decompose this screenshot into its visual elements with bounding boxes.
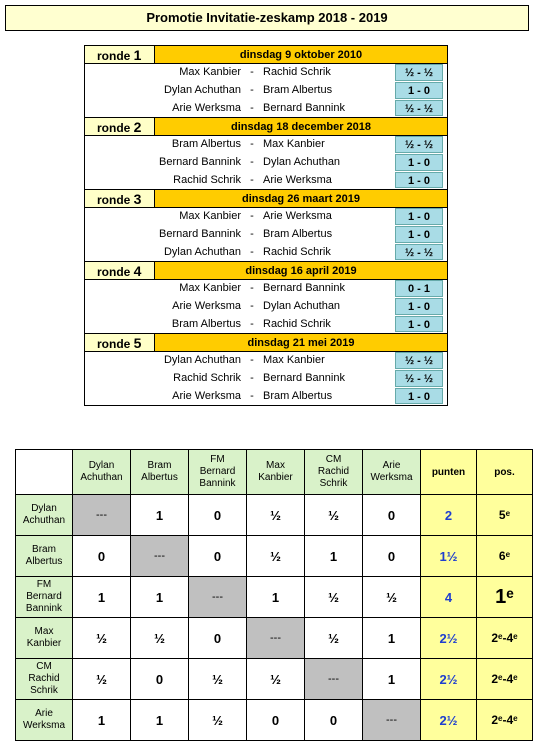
crosstable — [15, 449, 533, 741]
game-result: 1 - 0 — [395, 154, 443, 171]
name-line: Rachid — [28, 673, 60, 684]
score-cell: 0 — [189, 495, 247, 536]
game-row — [84, 207, 448, 226]
round-date: dinsdag 9 oktober 2010 — [155, 46, 447, 63]
header-line: Dylan — [88, 460, 115, 471]
row-player-name — [16, 700, 73, 741]
score-cell: 0 — [131, 659, 189, 700]
game-result: 1 - 0 — [395, 82, 443, 99]
row-player-name — [16, 577, 73, 618]
white-player: Rachid Schrik — [173, 174, 241, 186]
game-result: ½ - ½ — [395, 64, 443, 81]
white-player: Dylan Achuthan — [163, 354, 241, 366]
round-header — [84, 45, 448, 64]
row-player-name — [16, 618, 73, 659]
round-label — [85, 262, 155, 279]
position-header: pos. — [477, 450, 533, 495]
score-cell: ½ — [247, 536, 305, 577]
game-row — [84, 99, 448, 118]
score-cell: 0 — [189, 536, 247, 577]
white-player: Arie Werksma — [172, 300, 241, 312]
round-number: 3 — [133, 191, 142, 207]
name-line: Albertus — [25, 556, 63, 567]
name-line: Bannink — [25, 603, 63, 614]
column-header — [189, 450, 247, 495]
column-header — [305, 450, 363, 495]
header-line: Max — [266, 460, 285, 471]
score-cell: ½ — [247, 495, 305, 536]
dash-separator: - — [250, 390, 254, 402]
score-cell: 1 — [131, 577, 189, 618]
self-cell: --- — [363, 700, 421, 741]
dash-separator: - — [250, 66, 254, 78]
dash-separator: - — [250, 372, 254, 384]
round-label — [85, 334, 155, 351]
round-header — [84, 117, 448, 136]
game-result: 1 - 0 — [395, 388, 443, 404]
round-label-text: ronde — [97, 121, 134, 135]
name-line: Arie — [35, 708, 53, 719]
name-line: Dylan — [31, 503, 57, 514]
black-player: Rachid Schrik — [263, 246, 331, 258]
score-cell: ½ — [305, 577, 363, 618]
header-line: Achuthan — [80, 472, 123, 483]
name-line: Max — [34, 626, 54, 637]
round-header — [84, 333, 448, 352]
score-cell: 1 — [305, 536, 363, 577]
white-player: Bernard Bannink — [159, 156, 241, 168]
game-result: 1 - 0 — [395, 316, 443, 332]
game-result: 0 - 1 — [395, 280, 443, 297]
round-label — [85, 118, 155, 135]
position: 1ᵉ — [477, 577, 533, 618]
score-cell: 1 — [73, 700, 131, 741]
total-points: 2½ — [421, 618, 477, 659]
game-result: ½ - ½ — [395, 370, 443, 387]
round-number: 2 — [133, 119, 142, 135]
game-row — [84, 297, 448, 316]
self-cell: --- — [247, 618, 305, 659]
game-row — [84, 135, 448, 154]
self-cell: --- — [305, 659, 363, 700]
game-result: 1 - 0 — [395, 298, 443, 315]
score-cell: ½ — [305, 618, 363, 659]
score-cell: ½ — [363, 577, 421, 618]
black-player: Bram Albertus — [263, 228, 333, 240]
black-player: Bernard Bannink — [263, 102, 345, 114]
white-player: Dylan Achuthan — [163, 246, 241, 258]
round-number: 4 — [133, 263, 142, 279]
name-line: Kanbier — [26, 638, 62, 649]
score-cell: ½ — [73, 618, 131, 659]
self-cell: --- — [131, 536, 189, 577]
game-row — [84, 243, 448, 262]
game-result: 1 - 0 — [395, 208, 443, 225]
dash-separator: - — [250, 174, 254, 186]
round-header — [84, 261, 448, 280]
column-header — [363, 450, 421, 495]
white-player: Dylan Achuthan — [163, 84, 241, 96]
black-player: Arie Werksma — [263, 174, 332, 186]
game-row — [84, 351, 448, 370]
white-player: Bernard Bannink — [159, 228, 241, 240]
score-cell: 1 — [73, 577, 131, 618]
game-result: ½ - ½ — [395, 136, 443, 153]
white-player: Arie Werksma — [172, 102, 241, 114]
round-label-text: ronde — [97, 337, 134, 351]
game-row — [84, 279, 448, 298]
total-points: 2½ — [421, 700, 477, 741]
score-cell: 0 — [363, 495, 421, 536]
header-line: Albertus — [141, 472, 178, 483]
score-cell: 1 — [131, 495, 189, 536]
game-result: 1 - 0 — [395, 226, 443, 243]
white-player: Bram Albertus — [171, 138, 241, 150]
round-label — [85, 190, 155, 207]
round-number: 5 — [133, 335, 142, 351]
score-cell: 1 — [363, 659, 421, 700]
dash-separator: - — [250, 246, 254, 258]
dash-separator: - — [250, 102, 254, 114]
game-row — [84, 369, 448, 388]
score-cell: 0 — [363, 536, 421, 577]
game-row — [84, 225, 448, 244]
dash-separator: - — [250, 156, 254, 168]
white-player: Max Kanbier — [179, 210, 241, 222]
name-line: Bram — [32, 544, 56, 555]
black-player: Rachid Schrik — [263, 66, 331, 78]
column-header — [247, 450, 305, 495]
name-line: CM — [36, 661, 52, 672]
dash-separator: - — [250, 228, 254, 240]
black-player: Bernard Bannink — [263, 282, 345, 294]
score-cell: 1 — [247, 577, 305, 618]
name-line: Werksma — [22, 720, 66, 731]
round-number: 1 — [133, 47, 142, 63]
game-result: ½ - ½ — [395, 244, 443, 260]
header-line: Werksma — [370, 472, 413, 483]
round-header — [84, 189, 448, 208]
black-player: Dylan Achuthan — [263, 300, 341, 312]
dash-separator: - — [250, 282, 254, 294]
total-points: 2 — [421, 495, 477, 536]
rounds-schedule — [84, 45, 448, 406]
black-player: Max Kanbier — [263, 138, 325, 150]
round-date: dinsdag 18 december 2018 — [155, 118, 447, 135]
dash-separator: - — [250, 210, 254, 222]
dash-separator: - — [250, 354, 254, 366]
game-row — [84, 63, 448, 82]
corner-cell — [16, 450, 73, 495]
score-cell: ½ — [189, 700, 247, 741]
round-date: dinsdag 21 mei 2019 — [155, 334, 447, 351]
score-cell: 0 — [73, 536, 131, 577]
score-cell: 0 — [247, 700, 305, 741]
header-line: Kanbier — [258, 472, 293, 483]
round-label-text: ronde — [97, 193, 134, 207]
header-line: Arie — [382, 460, 401, 471]
game-result: 1 - 0 — [395, 172, 443, 188]
round-date: dinsdag 26 maart 2019 — [155, 190, 447, 207]
game-row — [84, 81, 448, 100]
position: 2ᵉ-4ᵉ — [477, 700, 533, 741]
black-player: Bram Albertus — [263, 390, 333, 402]
score-cell: ½ — [247, 659, 305, 700]
header-line: Schrik — [319, 478, 348, 489]
black-player: Max Kanbier — [263, 354, 325, 366]
game-result: ½ - ½ — [395, 352, 443, 369]
position: 6ᵉ — [477, 536, 533, 577]
name-line: FM — [36, 579, 52, 590]
dash-separator: - — [250, 318, 254, 330]
row-player-name — [16, 659, 73, 700]
total-points: 2½ — [421, 659, 477, 700]
name-line: Achuthan — [22, 515, 66, 526]
dash-separator: - — [250, 84, 254, 96]
black-player: Bernard Bannink — [263, 372, 345, 384]
column-header — [131, 450, 189, 495]
self-cell: --- — [73, 495, 131, 536]
black-player: Dylan Achuthan — [263, 156, 341, 168]
total-points: 1½ — [421, 536, 477, 577]
row-player-name — [16, 536, 73, 577]
header-line: Bannink — [199, 478, 236, 489]
white-player: Rachid Schrik — [173, 372, 241, 384]
round-date: dinsdag 16 april 2019 — [155, 262, 447, 279]
column-header — [73, 450, 131, 495]
game-row — [84, 315, 448, 334]
points-header: punten — [421, 450, 477, 495]
game-row — [84, 387, 448, 406]
white-player: Arie Werksma — [172, 390, 241, 402]
game-result: ½ - ½ — [395, 100, 443, 116]
score-cell: ½ — [189, 659, 247, 700]
header-line: Bernard — [199, 466, 236, 477]
black-player: Bram Albertus — [263, 84, 333, 96]
row-player-name — [16, 495, 73, 536]
header-line: Rachid — [317, 466, 350, 477]
header-line: FM — [210, 454, 225, 465]
position: 2ᵉ-4ᵉ — [477, 659, 533, 700]
score-cell: 1 — [363, 618, 421, 659]
total-points: 4 — [421, 577, 477, 618]
header-line: Bram — [147, 460, 172, 471]
round-label-text: ronde — [97, 49, 134, 63]
header-line: CM — [325, 454, 342, 465]
game-row — [84, 171, 448, 190]
black-player: Arie Werksma — [263, 210, 332, 222]
dash-separator: - — [250, 300, 254, 312]
white-player: Bram Albertus — [171, 318, 241, 330]
page-title: Promotie Invitatie-zeskamp 2018 - 2019 — [5, 5, 529, 31]
name-line: Bernard — [26, 591, 62, 602]
self-cell: --- — [189, 577, 247, 618]
white-player: Max Kanbier — [179, 66, 241, 78]
white-player: Max Kanbier — [179, 282, 241, 294]
dash-separator: - — [250, 138, 254, 150]
score-cell: 1 — [131, 700, 189, 741]
round-label-text: ronde — [97, 265, 134, 279]
score-cell: ½ — [131, 618, 189, 659]
score-cell: ½ — [305, 495, 363, 536]
black-player: Rachid Schrik — [263, 318, 331, 330]
position: 2ᵉ-4ᵉ — [477, 618, 533, 659]
game-row — [84, 153, 448, 172]
score-cell: 0 — [305, 700, 363, 741]
score-cell: ½ — [73, 659, 131, 700]
score-cell: 0 — [189, 618, 247, 659]
position: 5ᵉ — [477, 495, 533, 536]
name-line: Schrik — [30, 685, 58, 696]
round-label — [85, 46, 155, 63]
